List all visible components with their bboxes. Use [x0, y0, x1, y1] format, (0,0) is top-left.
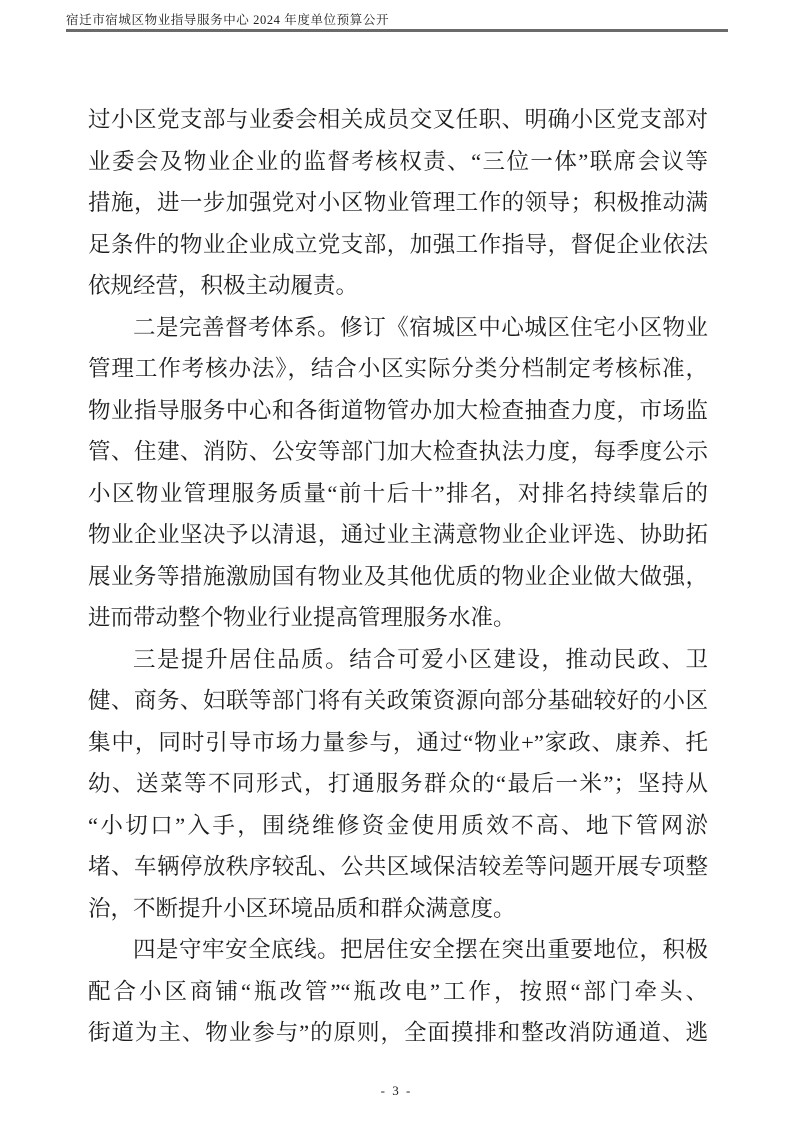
- text-line: 配合小区商铺“瓶改管”“瓶改电”工作，按照“部门牵头、: [88, 978, 708, 1004]
- page-header: [66, 12, 728, 29]
- text-line: 幼、送菜等不同形式，打通服务群众的“最后一米”；坚持从: [88, 771, 708, 796]
- text-line: 健、商务、妇联等部门将有关政策资源向部分基础较好的小区: [88, 688, 708, 713]
- text-line: 管、住建、消防、公安等部门加大检查执法力度，每季度公示: [88, 439, 708, 464]
- text-line: 措施，进一步加强党对小区物业管理工作的领导；积极推动满: [88, 190, 708, 215]
- document-body: [88, 99, 708, 1054]
- text-line: 四是守牢安全底线。把居住安全摆在突出重要地位，积极: [133, 937, 708, 962]
- text-line: 管理工作考核办法》，结合小区实际分类分档制定考核标准，: [88, 356, 708, 381]
- text-line: 足条件的物业企业成立党支部，加强工作指导，督促企业依法: [88, 231, 708, 257]
- text-line: 三是提升居住品质。结合可爱小区建设，推动民政、卫: [133, 646, 708, 672]
- text-line: 集中，同时引导市场力量参与，通过“物业+”家政、康养、托: [88, 729, 708, 755]
- text-line: 依规经营，积极主动履责。: [88, 273, 359, 298]
- paragraph: [88, 99, 708, 307]
- text-line: 物业企业坚决予以清退，通过业主满意物业企业评选、协助拓: [88, 522, 708, 547]
- text-line: 过小区党支部与业委会相关成员交叉任职、明确小区党支部对: [88, 107, 708, 132]
- paragraph: [88, 639, 708, 930]
- text-line: 小区物业管理服务质量“前十后十”排名，对排名持续靠后的: [88, 480, 708, 506]
- page-footer: [0, 1082, 793, 1100]
- header-title: 宿迁市宿城区物业指导服务中心 2024 年度单位预算公开: [66, 13, 390, 27]
- text-line: 二是完善督考体系。修订《宿城区中心城区住宅小区物业: [133, 314, 708, 340]
- text-line: 街道为主、物业参与”的原则，全面摸排和整改消防通道、逃: [88, 1020, 708, 1045]
- text-line: 进而带动整个物业行业提高管理服务水准。: [88, 605, 516, 630]
- text-line: 堵、车辆停放秩序较乱、公共区域保洁较差等问题开展专项整: [88, 854, 708, 879]
- text-line: 物业指导服务中心和各街道物管办加大检查抽查力度，市场监: [88, 397, 708, 423]
- text-line: “小切口”入手，围绕维修资金使用质效不高、地下管网淤: [88, 812, 708, 838]
- text-line: 展业务等措施激励国有物业及其他优质的物业企业做大做强，: [88, 563, 708, 589]
- page-number: - 3 -: [380, 1083, 413, 1098]
- text-line: 治，不断提升小区环境品质和群众满意度。: [88, 895, 516, 921]
- paragraph: [88, 307, 708, 639]
- text-line: 业委会及物业企业的监督考核权责、“三位一体”联席会议等: [88, 148, 708, 174]
- paragraph: [88, 929, 708, 1054]
- header-rule: [66, 29, 728, 32]
